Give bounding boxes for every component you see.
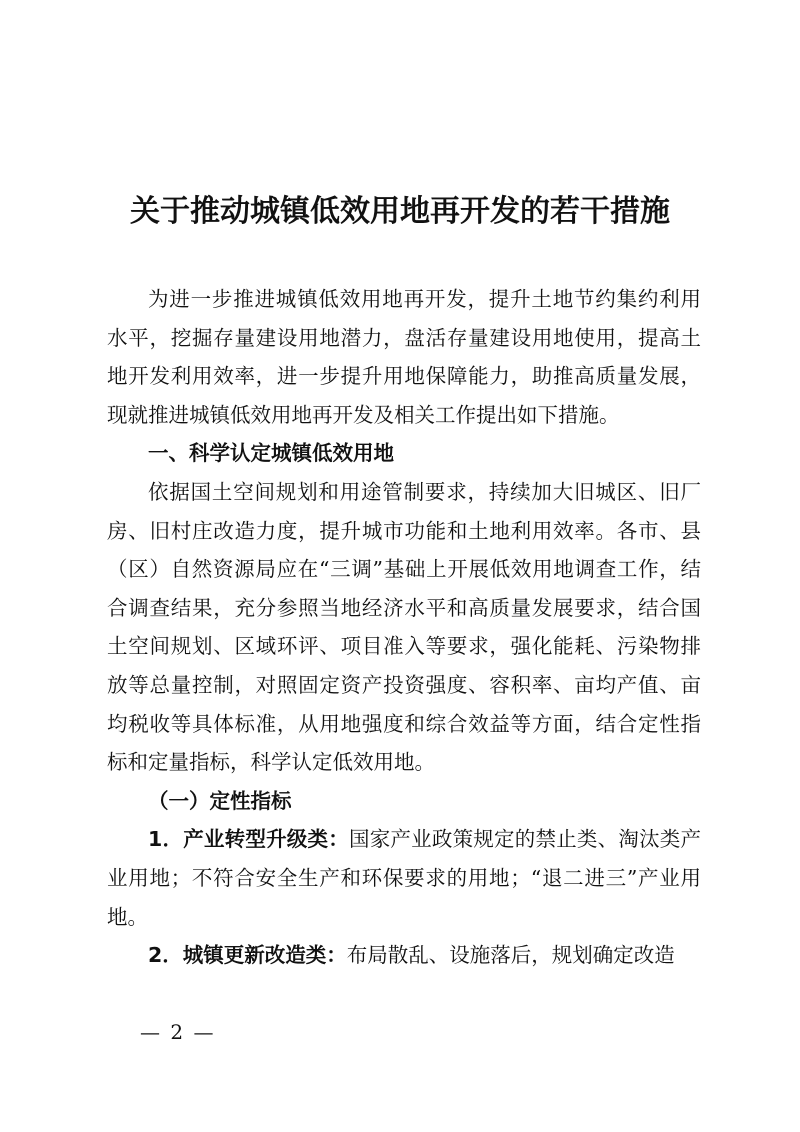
document-title: 关于推动城镇低效用地再开发的若干措施 [130, 194, 670, 229]
section-heading: 一、科学认定城镇低效用地 [148, 441, 394, 466]
list-item-1 [107, 820, 701, 936]
subsection-heading: （一）定性指标 [148, 788, 292, 813]
intro-paragraph: 为进一步推进城镇低效用地再开发，提升土地节约集约利用水平，挖掘存量建设用地潜力，盘活存量建设用地使用，提高土地开发利用效率，进一步提升用地保障能力，助推高质量发展，现就推进城镇低效用地再开发及相关工作提出如下措施。 [107, 287, 701, 427]
document-body [107, 280, 701, 975]
list-item-2-text: 布局散乱、设施落后，规划确定改造 [346, 943, 675, 968]
list-item-2 [107, 936, 701, 975]
list-item-2-lead: 2．城镇更新改造类： [148, 943, 347, 968]
list-item-1-text: 国家产业政策规定的禁止类、淘汰类产业用地；不符合安全生产和环保要求的用地；“退二进三”产业用地。 [107, 827, 702, 929]
section-body-paragraph: 依据国土空间规划和用途管制要求，持续加大旧城区、旧厂房、旧村庄改造力度，提升城市功能和土地利用效率。各市、县（区）自然资源局应在“三调”基础上开展低效用地调查工作，结合调查结果，充分参照当地经济水平和高质量发展要求，结合国土空间规划、区域环评、项目准入等要求，强化能耗、污染物排放等总量控制，对照固定资产投资强度、容积率、亩均产值、亩均税收等具体标准，从用地强度和综合效益等方面，结合定性指标和定量指标，科学认定低效用地。 [107, 479, 701, 775]
list-item-1-lead: 1．产业转型升级类： [148, 827, 349, 852]
page-number: — 2 — [140, 1020, 216, 1044]
